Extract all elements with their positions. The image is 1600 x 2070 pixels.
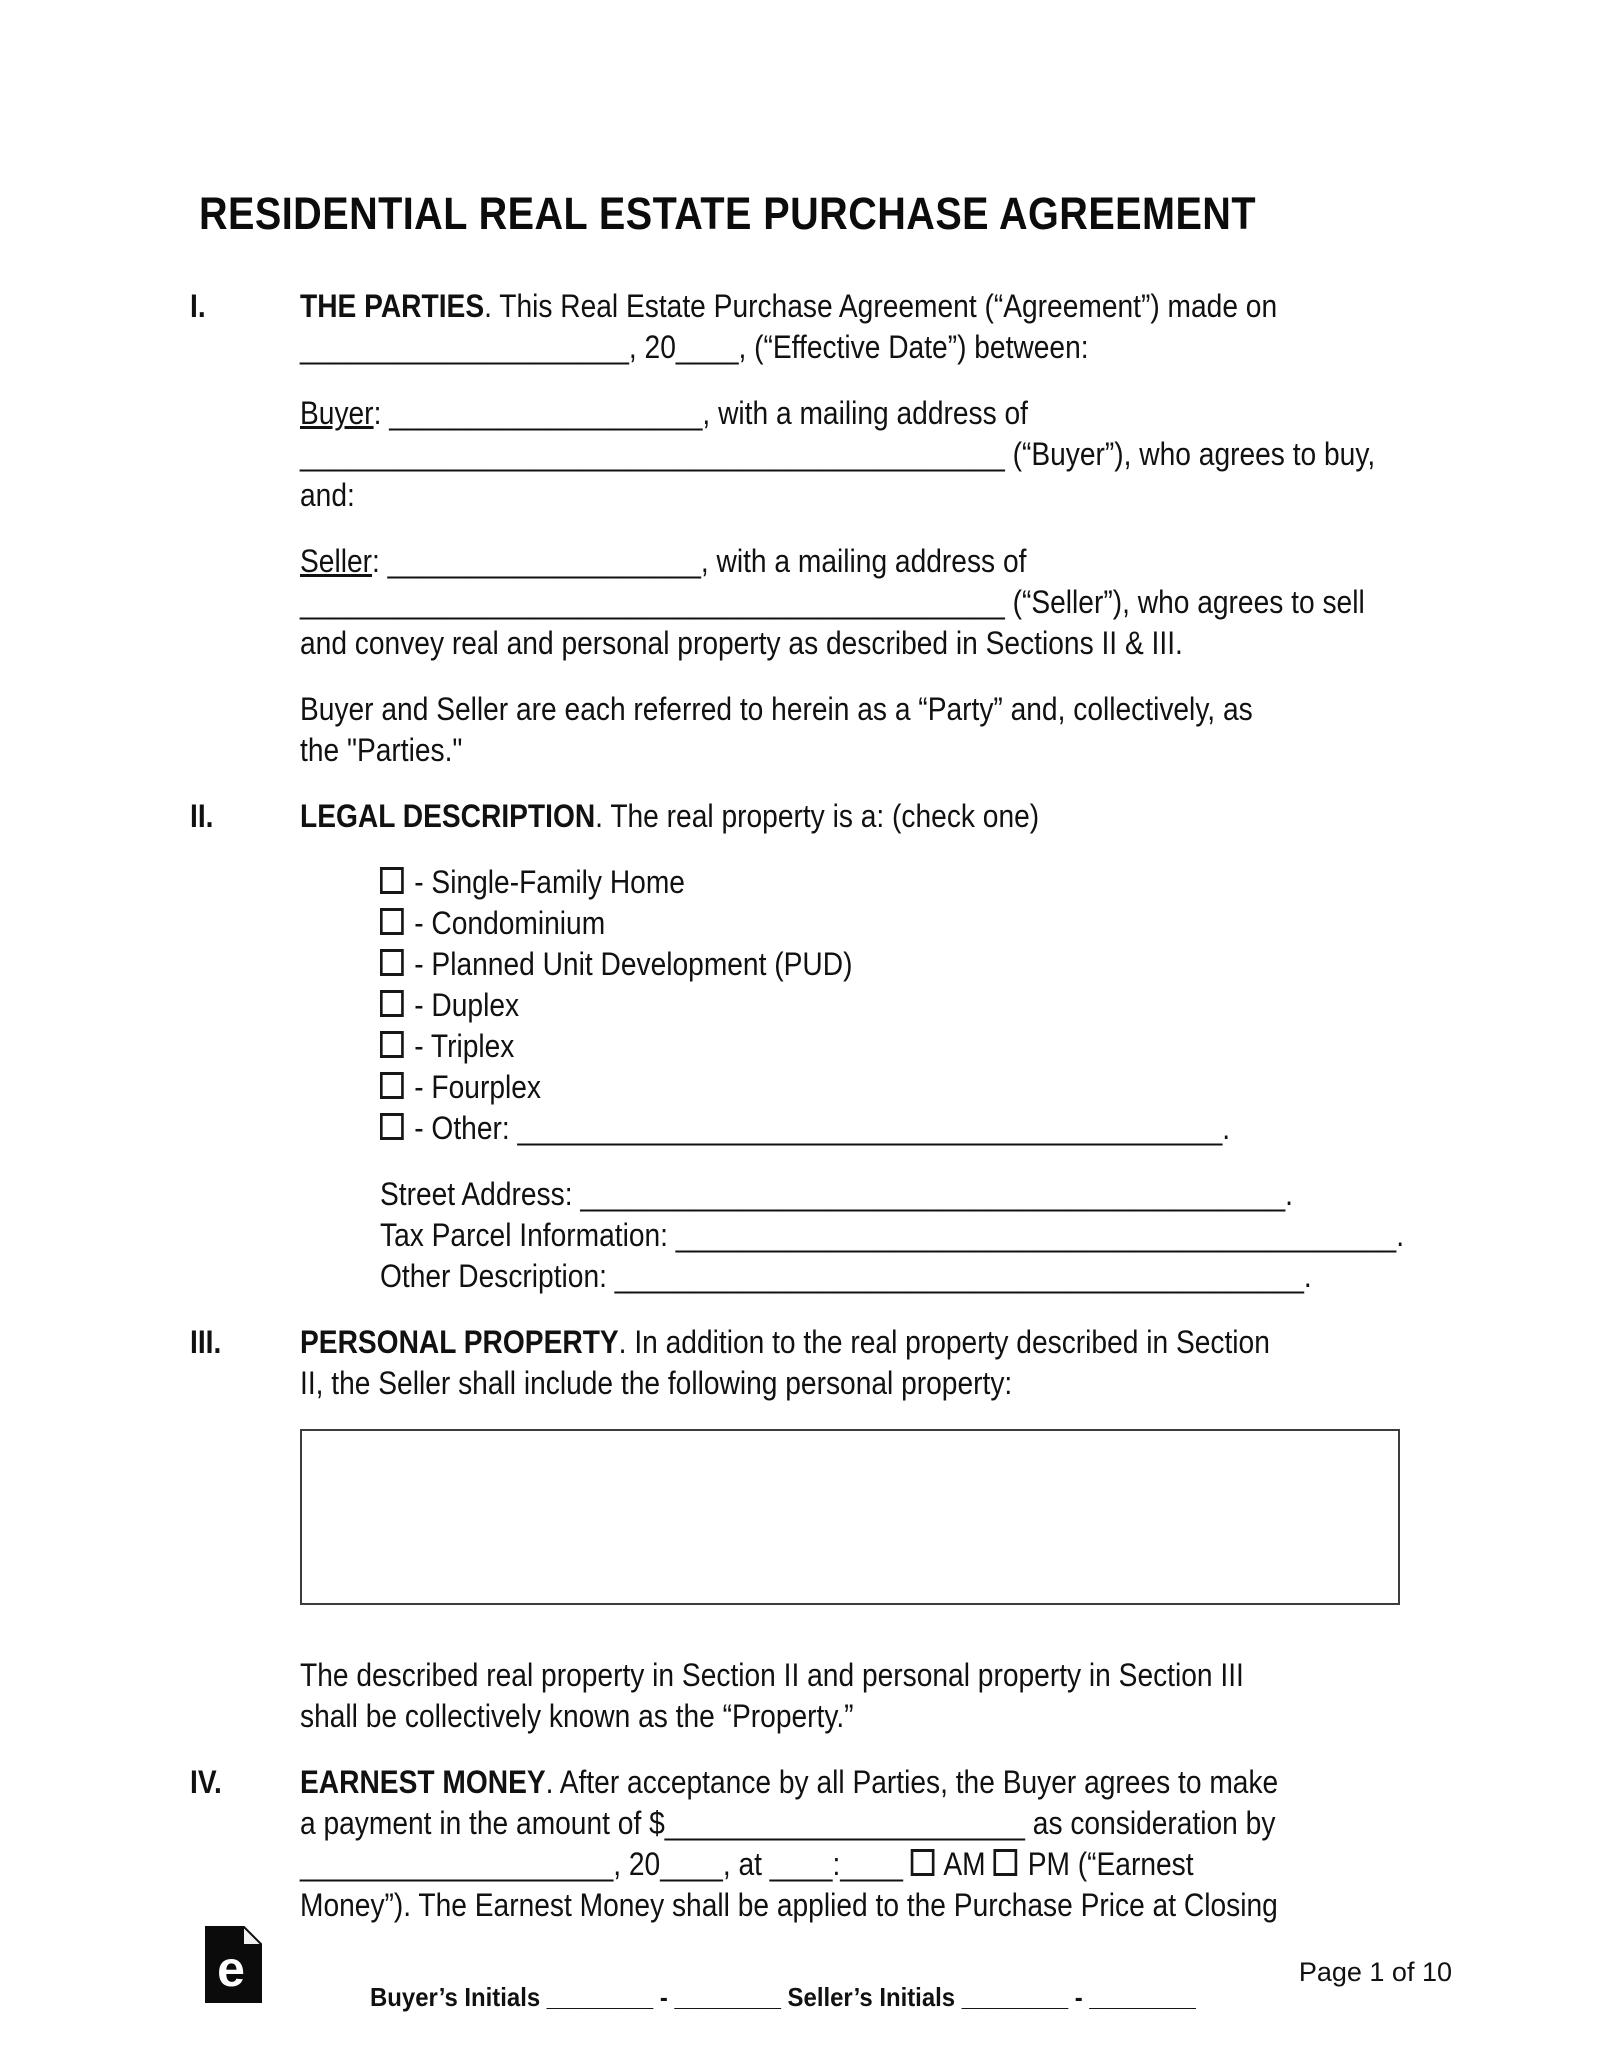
logo-folded-corner xyxy=(243,1926,262,1945)
text-line xyxy=(300,1363,1400,1404)
underlined-text: Buyer xyxy=(300,395,374,431)
section-numeral xyxy=(190,286,300,771)
section-content xyxy=(300,1322,1400,1737)
text-segment: _____________________________________________ (“Seller”), who agrees to sell xyxy=(300,584,1365,620)
text-line xyxy=(380,944,1400,985)
section xyxy=(190,1322,1410,1737)
text-line xyxy=(380,1067,1400,1108)
text-segment: _____________________, 20____, (“Effective Date”) between: xyxy=(300,329,1089,365)
text-line xyxy=(300,1762,1400,1803)
page-title-text: RESIDENTIAL REAL ESTATE PURCHASE AGREEMENT xyxy=(199,188,1257,239)
text-segment: and: xyxy=(300,477,355,513)
text-segment: and convey real and personal property as described in Sections II & III. xyxy=(300,625,1183,661)
bold-text: THE PARTIES xyxy=(300,288,485,324)
initials-footer-line xyxy=(370,1982,1268,2012)
bold-text: LEGAL DESCRIPTION xyxy=(300,798,596,834)
checkbox-icon[interactable] xyxy=(380,908,404,935)
bold-text: PERSONAL PROPERTY xyxy=(300,1324,619,1360)
section-numeral-text: I. xyxy=(190,288,206,324)
text-segment: AM xyxy=(937,1846,994,1882)
text-line xyxy=(300,689,1400,730)
section xyxy=(190,286,1410,771)
text-segment: - Condominium xyxy=(406,905,606,941)
text-segment: . After acceptance by all Parties, the Buyer agrees to make xyxy=(545,1764,1279,1800)
text-line xyxy=(300,730,1400,771)
section-numeral-text: III. xyxy=(190,1324,222,1360)
checkbox-icon[interactable] xyxy=(380,867,404,894)
text-line xyxy=(300,286,1400,327)
text-segment: PM (“Earnest xyxy=(1019,1846,1194,1882)
paragraph xyxy=(380,862,1400,1149)
text-line xyxy=(300,582,1400,623)
text-line xyxy=(380,1108,1400,1149)
text-segment: _____________________________________________ (“Buyer”), who agrees to buy, xyxy=(300,436,1376,472)
page-title xyxy=(190,188,1410,240)
section-numeral xyxy=(190,796,300,1297)
section-numeral xyxy=(190,1762,300,1926)
paragraph xyxy=(300,1762,1400,1926)
sections xyxy=(190,286,1410,1926)
text-line xyxy=(300,434,1400,475)
text-segment: - Triplex xyxy=(406,1028,515,1064)
text-segment: a payment in the amount of $_______________________ as consideration by xyxy=(300,1805,1276,1841)
checkbox-icon[interactable] xyxy=(380,990,404,1017)
text-line xyxy=(380,985,1400,1026)
text-line xyxy=(300,1696,1400,1737)
section-numeral-text: IV. xyxy=(190,1764,222,1800)
page-number: Page 1 of 10 xyxy=(1298,1957,1452,1987)
text-line xyxy=(300,541,1400,582)
text-line xyxy=(300,796,1400,837)
text-line xyxy=(380,862,1400,903)
text-line xyxy=(380,903,1400,944)
text-segment: shall be collectively known as the “Property.” xyxy=(300,1698,854,1734)
underlined-text: Seller xyxy=(300,543,372,579)
logo-letter: e xyxy=(217,1941,245,1997)
text-line xyxy=(300,1844,1400,1885)
eforms-logo-icon xyxy=(205,1926,262,2003)
initials-footer-text: Buyer’s Initials ________ - ________ Seller’s Initials ________ - ________ xyxy=(370,1982,1196,2012)
text-segment: The described real property in Section II and personal property in Section III xyxy=(300,1657,1244,1693)
text-line xyxy=(300,1322,1400,1363)
text-line xyxy=(380,1026,1400,1067)
text-line xyxy=(380,1215,1405,1256)
text-segment: Tax Parcel Information: ______________________________________________. xyxy=(380,1217,1405,1253)
text-line xyxy=(300,623,1400,664)
text-segment: . This Real Estate Purchase Agreement (“Agreement”) made on xyxy=(484,288,1278,324)
checkbox-icon[interactable] xyxy=(911,1849,935,1876)
text-segment: : ____________________, with a mailing address of xyxy=(371,543,1027,579)
text-segment: Buyer and Seller are each referred to herein as a “Party” and, collectively, as xyxy=(300,691,1253,727)
text-segment: Money”). The Earnest Money shall be applied to the Purchase Price at Closing xyxy=(300,1887,1278,1923)
text-segment: : ____________________, with a mailing address of xyxy=(373,395,1028,431)
text-segment: - Other: _____________________________________________. xyxy=(406,1110,1231,1146)
text-line xyxy=(380,1174,1400,1215)
text-segment: - Fourplex xyxy=(406,1069,541,1105)
section-content xyxy=(300,796,1405,1297)
checkbox-icon[interactable] xyxy=(380,1113,404,1140)
paragraph xyxy=(300,286,1400,368)
text-segment: - Planned Unit Development (PUD) xyxy=(406,946,853,982)
text-line xyxy=(300,1655,1400,1696)
paragraph xyxy=(300,1322,1400,1404)
paragraph xyxy=(300,393,1400,516)
checkbox-icon[interactable] xyxy=(380,1031,404,1058)
checkbox-icon[interactable] xyxy=(380,949,404,976)
text-segment: Street Address: _____________________________________________. xyxy=(380,1176,1293,1212)
text-segment: II, the Seller shall include the following personal property: xyxy=(300,1365,1013,1401)
text-line xyxy=(300,1885,1400,1926)
checkbox-icon[interactable] xyxy=(993,1849,1017,1876)
section-numeral-text: II. xyxy=(190,798,214,834)
paragraph xyxy=(300,1655,1400,1737)
text-segment: - Single-Family Home xyxy=(406,864,685,900)
text-segment: the "Parties." xyxy=(300,732,463,768)
section-content xyxy=(300,286,1400,771)
text-line xyxy=(300,1803,1400,1844)
text-line xyxy=(300,475,1400,516)
section-numeral xyxy=(190,1322,300,1737)
section xyxy=(190,796,1410,1297)
paragraph xyxy=(380,1174,1405,1297)
text-line xyxy=(300,393,1400,434)
text-line xyxy=(380,1256,1400,1297)
paragraph xyxy=(300,541,1400,664)
text-segment: . The real property is a: (check one) xyxy=(595,798,1040,834)
text-segment: . In addition to the real property described in Section xyxy=(618,1324,1270,1360)
paragraph xyxy=(300,689,1400,771)
bold-text: EARNEST MONEY xyxy=(300,1764,546,1800)
text-segment: - Duplex xyxy=(406,987,520,1023)
checkbox-icon[interactable] xyxy=(380,1072,404,1099)
text-segment: Other Description: ____________________________________________. xyxy=(380,1258,1312,1294)
paragraph xyxy=(300,796,1400,837)
personal-property-box[interactable] xyxy=(300,1429,1400,1605)
text-segment: ____________________, 20____, at ____:____ xyxy=(300,1846,911,1882)
section xyxy=(190,1762,1410,1926)
text-line xyxy=(300,327,1400,368)
section-content xyxy=(300,1762,1400,1926)
